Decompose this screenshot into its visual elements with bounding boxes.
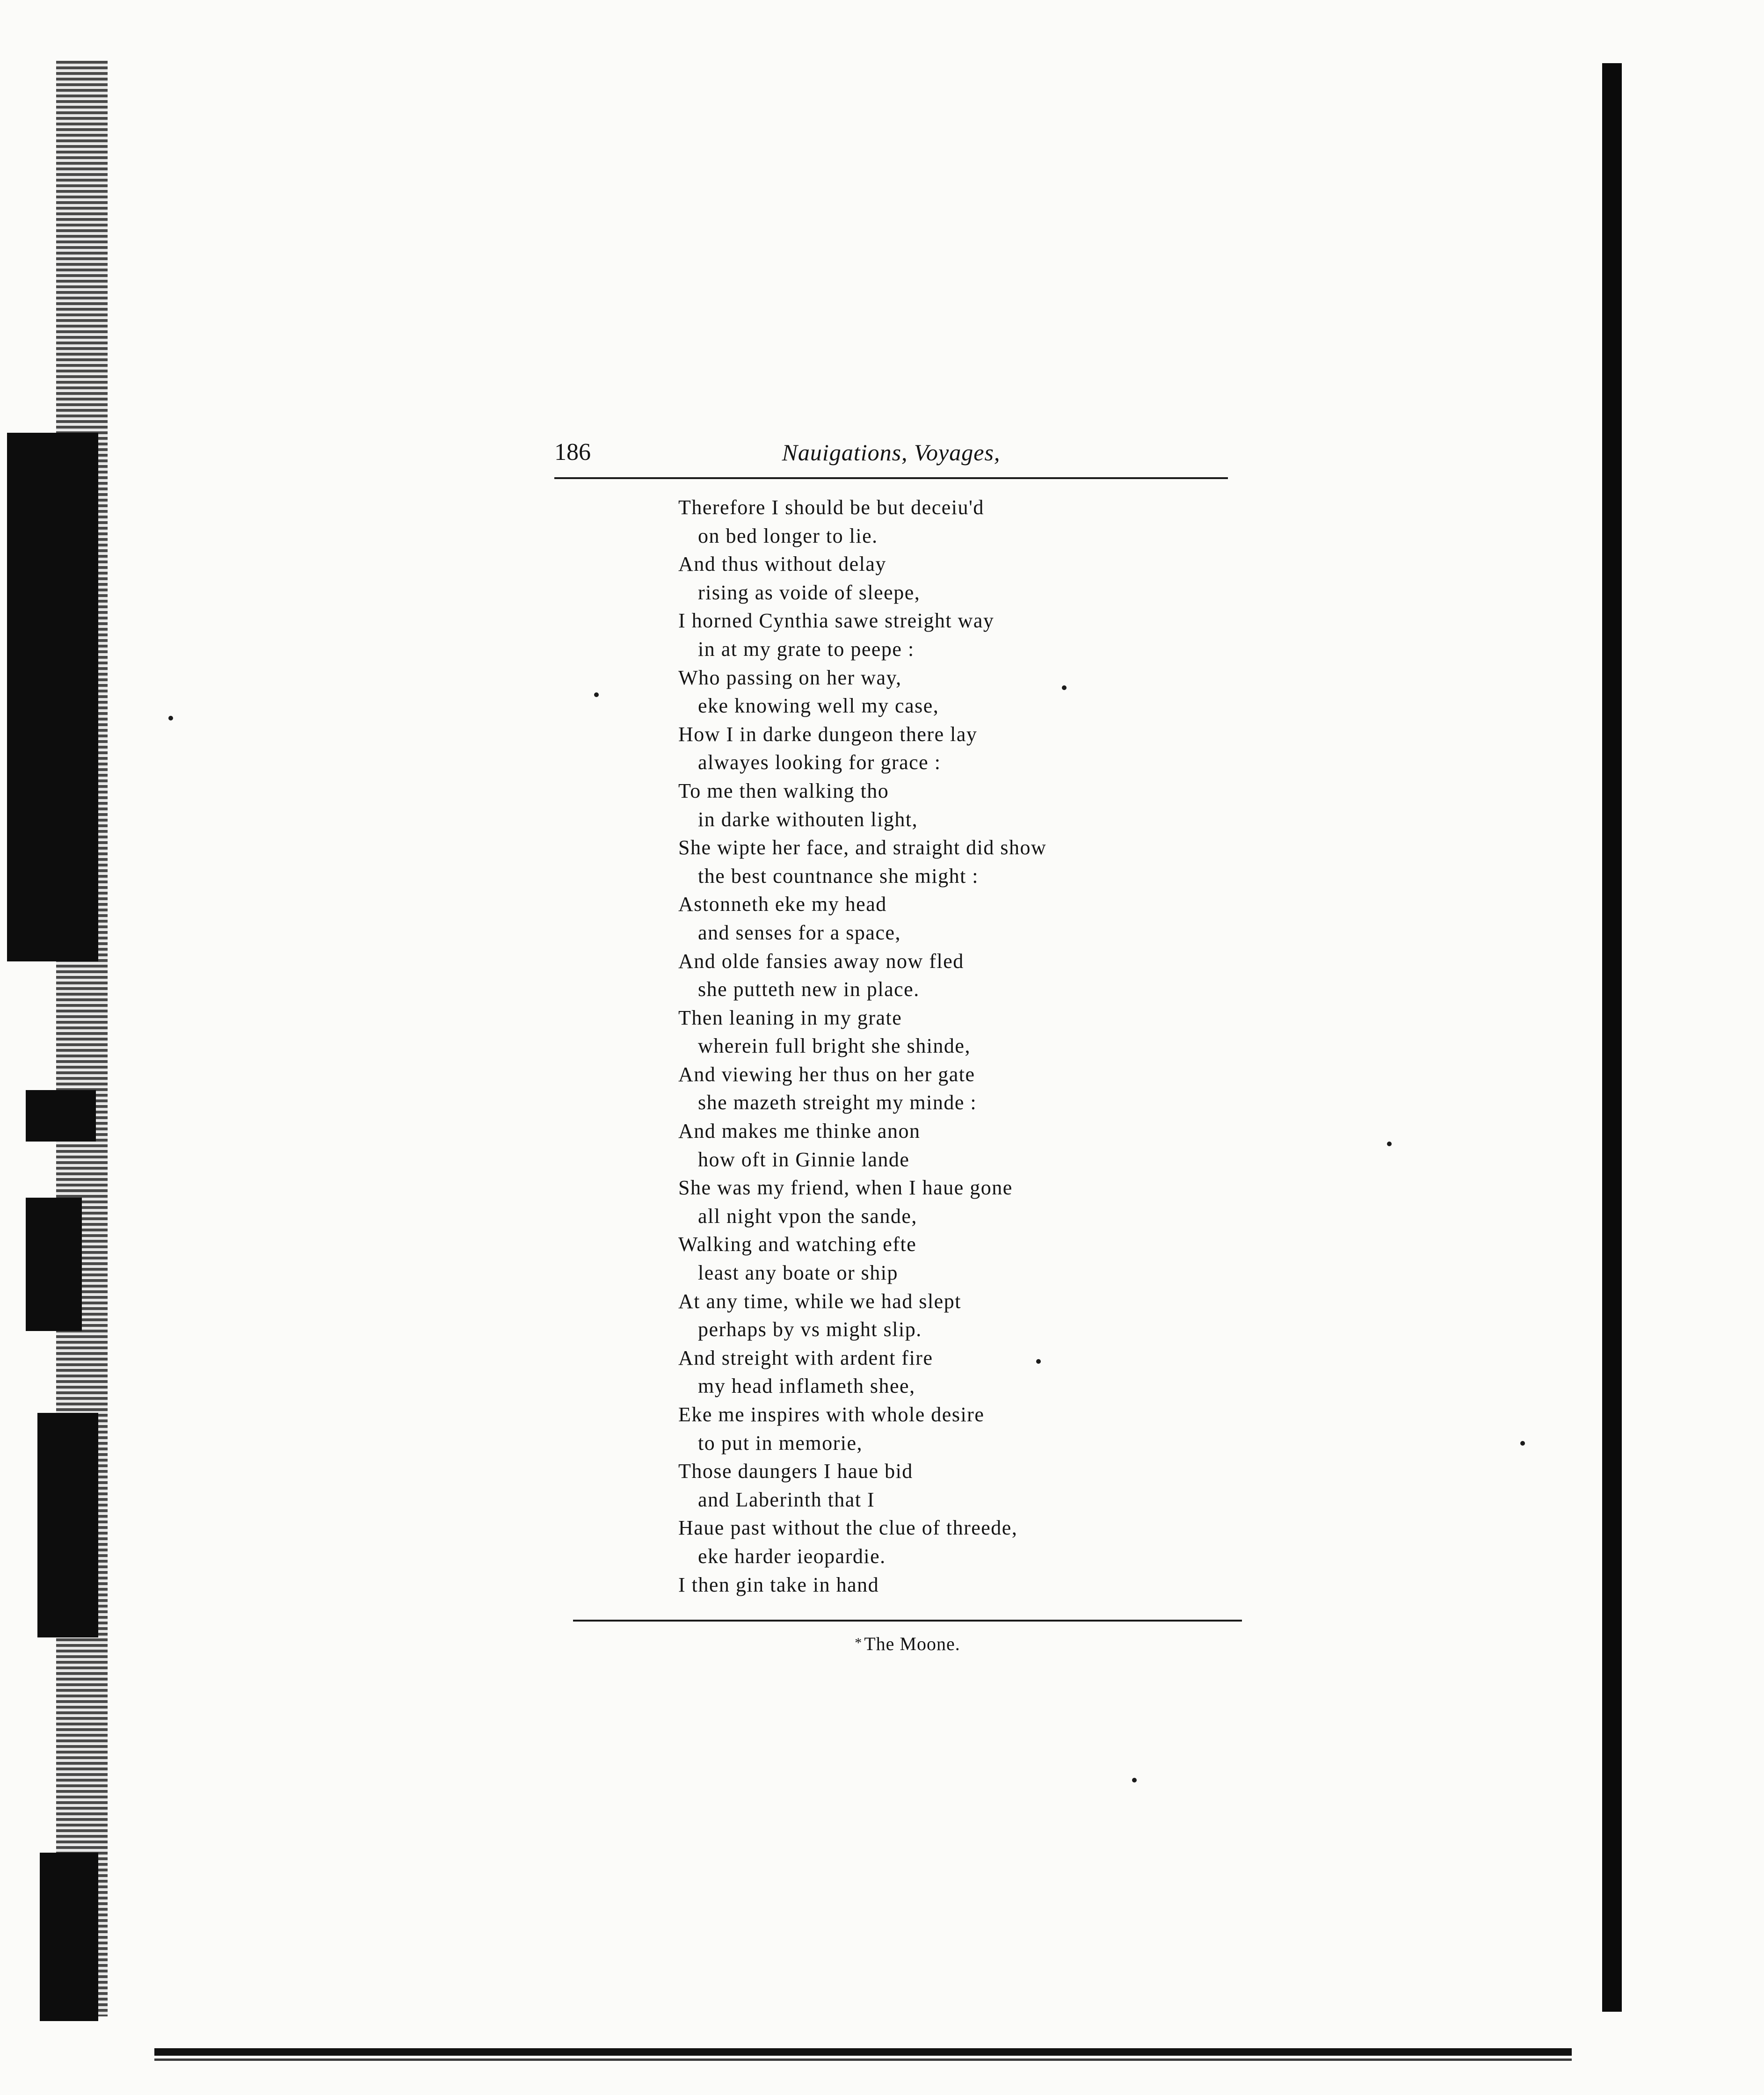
poem-line: Those daungers I haue bid <box>678 1460 913 1483</box>
poem-line: Who passing on her way, <box>678 666 902 689</box>
poem-line: perhaps by vs might slip. <box>698 1318 922 1341</box>
poem-line: rising as voide of sleepe, <box>698 581 921 604</box>
poem-line: how oft in Ginnie lande <box>698 1148 910 1171</box>
poem-line: all night vpon the sande, <box>698 1204 917 1228</box>
scan-bottom-line <box>154 2059 1572 2061</box>
poem-line: eke harder ieopardie. <box>698 1544 886 1568</box>
scan-left-block <box>40 1853 98 2021</box>
footnote-text: The Moone. <box>864 1633 960 1654</box>
scan-left-edge <box>56 61 108 2016</box>
scan-left-block <box>7 433 98 961</box>
poem-line: And streight with ardent fire <box>678 1346 933 1369</box>
poem-line: And olde fansies away now fled <box>678 949 964 973</box>
scan-bottom-bar <box>154 2048 1572 2056</box>
poem-line: And thus without delay <box>678 553 886 576</box>
poem-line: she putteth new in place. <box>698 978 920 1001</box>
poem-line: She was my friend, when I haue gone <box>678 1176 1013 1200</box>
poem-line: alwayes looking for grace : <box>698 751 941 774</box>
poem-line: Astonneth eke my head <box>678 893 887 916</box>
poem-line: And makes me thinke anon <box>678 1120 921 1143</box>
scan-left-block <box>26 1198 82 1331</box>
poem-line: Haue past without the clue of threede, <box>678 1516 1018 1540</box>
poem-line: eke knowing well my case, <box>698 694 939 718</box>
poem-line: in at my grate to peepe : <box>698 637 915 661</box>
poem-line: How I in darke dungeon there lay <box>678 722 978 746</box>
footnote <box>573 1630 1242 1657</box>
poem-line: the best countnance she might : <box>698 864 979 887</box>
poem-line: Then leaning in my grate <box>678 1006 902 1029</box>
running-title: Nauigations, Voyages, <box>782 439 1001 466</box>
scan-speck <box>1520 1441 1525 1446</box>
header-rule <box>554 477 1228 479</box>
poem-line: in darke withouten light, <box>698 807 918 831</box>
scan-left-block <box>37 1413 98 1637</box>
footnote-mark: * <box>855 1635 863 1651</box>
poem-line: To me then walking tho <box>678 779 889 802</box>
scan-speck <box>168 716 173 720</box>
scan-speck <box>594 692 599 697</box>
poem-line: and senses for a space, <box>698 921 901 944</box>
scan-left-block <box>26 1090 96 1142</box>
poem-line: She wipte her face, and straight did show <box>678 836 1047 859</box>
page-number: 186 <box>554 439 591 466</box>
poem-line: to put in memorie, <box>698 1431 863 1455</box>
poem-line: wherein full bright she shinde, <box>698 1034 971 1058</box>
poem-line: on bed longer to lie. <box>698 524 878 547</box>
scan-speck <box>1132 1778 1137 1782</box>
poem <box>678 494 1216 1599</box>
footnote-rule <box>573 1620 1242 1622</box>
poem-line: my head inflameth shee, <box>698 1375 915 1398</box>
poem-line: and Laberinth that I <box>698 1488 875 1511</box>
poem-line: I then gin take in hand <box>678 1573 879 1596</box>
scan-right-bar <box>1602 63 1622 2012</box>
poem-line: At any time, while we had slept <box>678 1289 961 1313</box>
scan-speck <box>1387 1142 1392 1146</box>
poem-line: Eke me inspires with whole desire <box>678 1403 985 1426</box>
poem-line: Walking and watching efte <box>678 1233 917 1256</box>
poem-line: Therefore I should be but deceiu'd <box>678 496 984 519</box>
page-header <box>554 437 1228 475</box>
poem-line: And viewing her thus on her gate <box>678 1062 975 1086</box>
poem-line: she mazeth streight my minde : <box>698 1091 977 1114</box>
poem-line: least any boate or ship <box>698 1261 898 1285</box>
poem-line: I horned Cynthia sawe streight way <box>678 609 995 633</box>
